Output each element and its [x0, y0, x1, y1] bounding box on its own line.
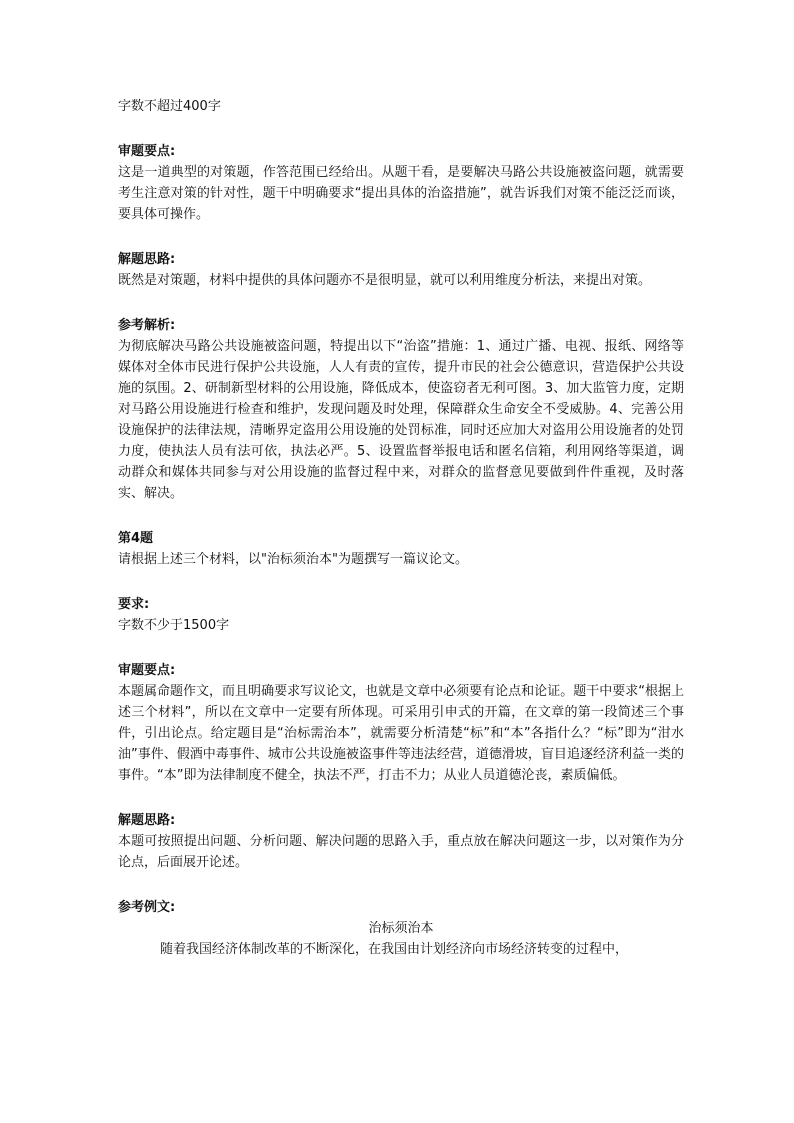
spacer: [118, 504, 684, 528]
solution-approach-2-text: 本题可按照提出问题、分析问题、解决问题的思路入手，重点放在解决问题这一步，以对策作为分论点，后面展开论述。: [118, 834, 684, 870]
section-heading-reference-essay: 参考例文:: [118, 900, 176, 915]
spacer: [118, 636, 684, 660]
question-4-prompt: 请根据上述三个材料，以"治标须治本"为题撰写一篇议论文。: [118, 552, 468, 567]
section-heading-solution-approach: 解题思路:: [118, 252, 176, 267]
word-limit-text: 字数不超过400字: [118, 99, 221, 114]
essay-title: 治标须治本: [368, 921, 434, 936]
requirements-text: 字数不少于1500字: [118, 618, 230, 633]
question-4-heading: 第4题: [118, 531, 154, 546]
spacer: [118, 225, 684, 249]
spacer: [118, 786, 684, 810]
review-points-2-text: 本题属命题作文，而且明确要求写议论文，也就是文章中必须要有论点和论证。题干中要求“根据上述三个材料”，所以在文章中一定要有所体现。可采用引申式的开篇，在文章的第一段简述三个事件，引出论点。给定题目是“治标需治本”，就需要分析清楚“标”和“本”各指什么？“标”即为“泔水油”事件、假酒中毒事件、城市公共设施被盗事件等违法经营，道德滑坡，盲目追逐经济利益一类的事件。“本”即为法律制度不健全，执法不严，打击不力；从业人员道德沦丧，素质偏低。: [118, 684, 684, 783]
document-page: [118, 96, 684, 960]
spacer: [118, 570, 684, 594]
solution-approach-text: 既然是对策题，材料中提供的具体问题亦不是很明显，就可以利用维度分析法，来提出对策。: [118, 273, 652, 288]
spacer: [118, 117, 684, 141]
section-heading-requirements: 要求:: [118, 597, 150, 612]
review-points-text: 这是一道典型的对策题，作答范围已经给出。从题干看，是要解决马路公共设施被盗问题，就需要考生注意对策的针对性，题干中明确要求“提出具体的治盗措施”，就告诉我们对策不能泛泛而谈，要具体可操作。: [118, 165, 684, 222]
section-heading-solution-approach-2: 解题思路:: [118, 813, 176, 828]
section-heading-reference-analysis: 参考解析:: [118, 318, 176, 333]
section-heading-review-points: 审题要点:: [118, 144, 176, 159]
spacer: [118, 291, 684, 315]
spacer: [118, 873, 684, 897]
section-heading-review-points-2: 审题要点:: [118, 663, 176, 678]
reference-analysis-text: 为彻底解决马路公共设施被盗问题，特提出以下“治盗”措施：1、通过广播、电视、报纸、网络等媒体对全体市民进行保护公共设施，人人有责的宣传，提升市民的社会公德意识，营造保护公共设施的氛围。2、研制新型材料的公用设施，降低成本，使盗窃者无利可图。3、加大监管力度，定期对马路公用设施进行检查和维护，发现问题及时处理，保障群众生命安全不受威胁。4、完善公用设施保护的法律法规，清晰界定盗用公用设施的处罚标准，同时还应加大对盗用公用设施者的处罚力度，使执法人员有法可依，执法必严。5、设置监督举报电话和匿名信箱，利用网络等渠道，调动群众和媒体共同参与对公用设施的监督过程中来，对群众的监督意见要做到件件重视，及时落实、解决。: [118, 339, 684, 501]
essay-first-paragraph: 随着我国经济体制改革的不断深化，在我国由计划经济向市场经济转变的过程中，: [160, 942, 629, 957]
